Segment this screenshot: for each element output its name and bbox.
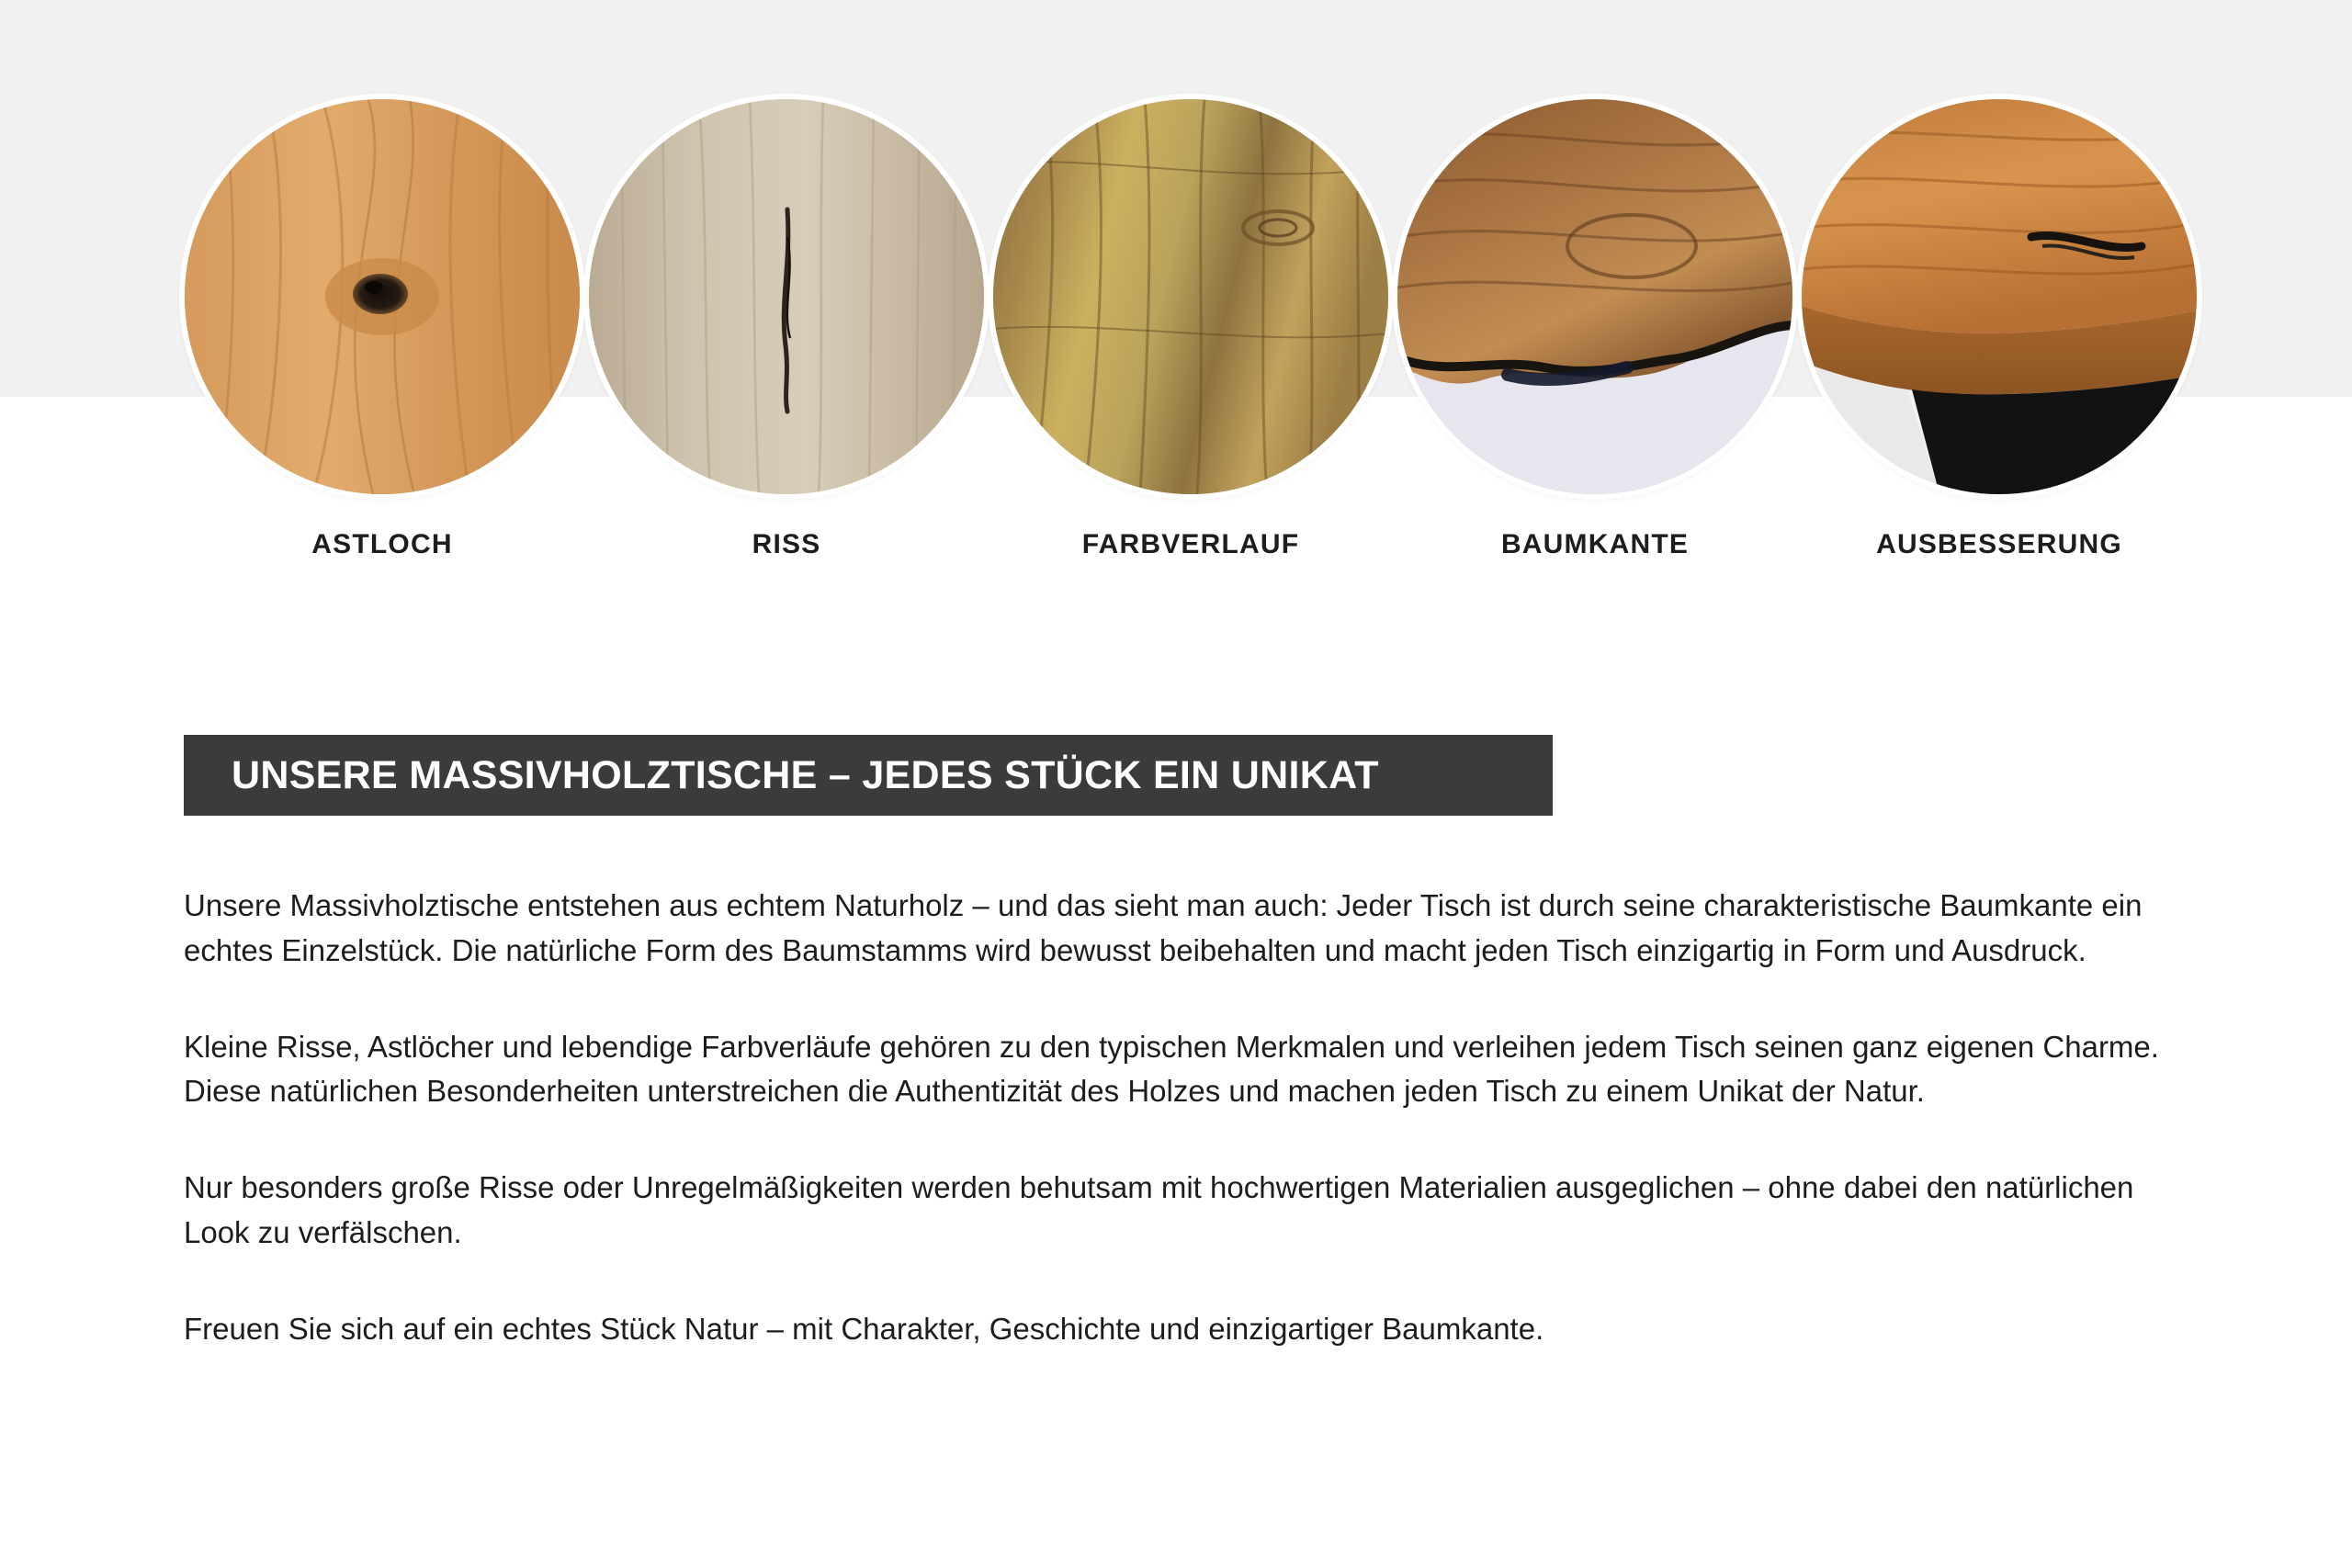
paragraph-4: Freuen Sie sich auf ein echtes Stück Natur – mit Charakter, Geschichte und einzigartiger Baumkante.: [184, 1311, 1544, 1346]
wood-crack-icon: [589, 99, 984, 494]
feature-item-baumkante[interactable]: [1393, 99, 1797, 560]
feature-item-ausbesserung[interactable]: [1797, 99, 2201, 560]
live-edge-icon: [1397, 99, 1792, 494]
wood-color-gradient-icon: [993, 99, 1388, 494]
page-title: UNSERE MASSIVHOLZTISCHE – JEDES STÜCK EIN UNIKAT: [232, 752, 1379, 797]
paragraph-2: Kleine Risse, Astlöcher und lebendige Farbverläufe gehören zu den typischen Merkmalen und verleihen jedem Tisch seinen ganz eigenen Charme. Diese natürlichen Besonderheiten unterstreichen die Authentizität des Holzes und machen jeden Tisch zu einem Unikat der Natur.: [184, 1029, 2159, 1109]
feature-label: RISS: [752, 529, 821, 559]
paragraph-1: Unsere Massivholztische entstehen aus echtem Naturholz – und das sieht man auch: Jeder Tisch ist durch seine charakteristische Baumkante ein echtes Einzelstück. Die natürliche Form des Baumstamms wird bewusst beibehalten und macht jeden Tisch einzigartig in Form und Ausdruck.: [184, 888, 2143, 967]
section-heading-bar: [184, 735, 1553, 816]
feature-item-farbverlauf[interactable]: [989, 99, 1393, 560]
wood-repair-icon: [1802, 99, 2197, 494]
feature-label: ASTLOCH: [311, 529, 453, 559]
feature-label: AUSBESSERUNG: [1876, 529, 2122, 559]
feature-item-riss[interactable]: [584, 99, 989, 560]
feature-item-astloch[interactable]: [180, 99, 584, 560]
feature-label: BAUMKANTE: [1500, 529, 1690, 559]
wood-features-gallery: [180, 99, 2201, 559]
wood-knot-icon: [185, 99, 580, 494]
body-copy: [184, 884, 2187, 1352]
paragraph-3: Nur besonders große Risse oder Unregelmäßigkeiten werden behutsam mit hochwertigen Materialien ausgeglichen – ohne dabei den natürlichen Look zu verfälschen.: [184, 1170, 2134, 1250]
feature-label: FARBVERLAUF: [1081, 529, 1300, 559]
